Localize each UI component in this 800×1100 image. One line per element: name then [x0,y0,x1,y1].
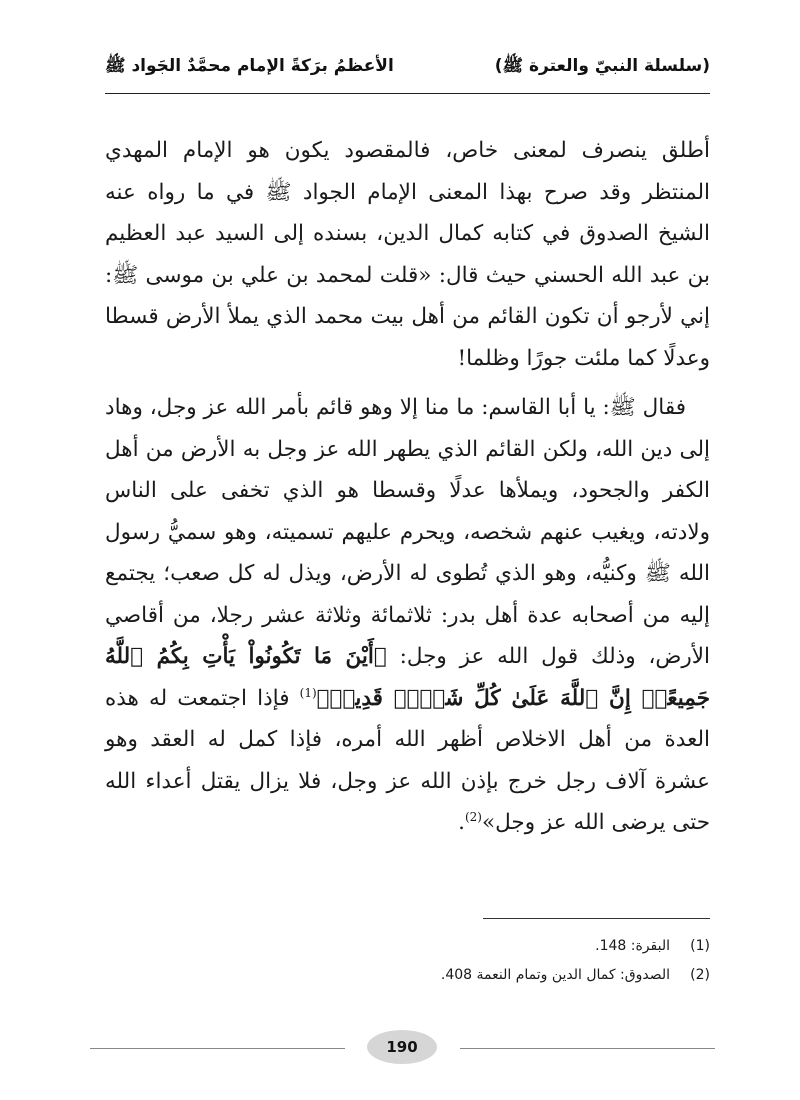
footnote-item [105,932,710,961]
footer-rule-left [90,1048,345,1049]
footnote-ref-1[interactable]: (1) [299,685,317,700]
paragraph-2 [105,387,710,844]
paragraph-2-start: فقال ﷺ: يا أبا القاسم: ما منا إلا وهو قائم بأمر الله عز وجل، وهاد إلى دين الله، ولكن القائم الذي يطهر الله عز وجل به الأرض من أهل الكفر والجحود، ويملأها عدلًا وقسطا هو الذي تخفى على الناس ولادته، ويغيب عنهم شخصه، ويحرم عليهم تسميته، وهو سميُّ رسول الله ﷺ وكنيُّه، وهو الذي تُطوى له الأرض، ويذل له كل صعب؛ يجتمع إليه من أصحابه عدة أهل بدر: ثلاثمائة وثلاثة عشر رجلا، من أقاصي الأرض، وذلك قول الله عز وجل: [105,395,710,669]
footer-rule-right [460,1048,715,1049]
paragraph-1: أطلق ينصرف لمعنى خاص، فالمقصود يكون هو الإمام المهدي المنتظر وقد صرح بهذا المعنى الإمام الجواد ﷺ في ما رواه عنه الشيخ الصدوق في كتابه كمال الدين، بسنده إلى السيد عبد العظيم بن عبد الله الحسني حيث قال: «قلت لمحمد بن علي بن موسى ﷺ: إني لأرجو أن تكون القائم من أهل بيت محمد الذي يملأ الأرض قسطا وعدلًا كما ملئت جورًا وظلما! [105,138,710,371]
footnote-item [105,961,710,990]
paragraph-2-period: . [458,810,465,835]
body-text [105,130,710,852]
footnote-text: الصدوق: كمال الدين وتمام النعمة 408. [440,967,670,983]
footnotes [105,932,710,990]
footnote-ref-2[interactable]: (2) [464,809,482,824]
page-footer [90,1030,715,1066]
book-title: الأعظمُ برَكةً الإمام محمَّدٌ الجَواد ﷺ [105,56,394,76]
page-number: 190 [386,1038,418,1056]
quran-verse: ﴿أَيْنَ مَا تَكُونُواْ يَأْتِ بِكُمُ ٱللَّهُ جَمِيعًاۚ إِنَّ ٱللَّهَ عَلَىٰ كُلِّ شَيۡءٖ قَدِيرٞ﴾ [105,644,710,711]
page-number-badge [367,1030,437,1064]
header-rule [105,93,710,94]
running-header [105,55,710,80]
paragraph-2-end: فإذا اجتمعت له هذه العدة من أهل الاخلاص أظهر الله أمره، فإذا كمل له العقد وهو عشرة آلاف رجل خرج بإذن الله عز وجل، فلا يزال يقتل أعداء الله حتى يرضى الله عز وجل» [105,685,710,835]
footnote-number: (1) [690,938,710,954]
footnote-text: البقرة: 148. [595,938,670,954]
series-title: (سلسلة النبيّ والعترة ﷺ) [494,56,710,76]
footnote-number: (2) [690,967,710,983]
footnote-rule [483,918,710,919]
